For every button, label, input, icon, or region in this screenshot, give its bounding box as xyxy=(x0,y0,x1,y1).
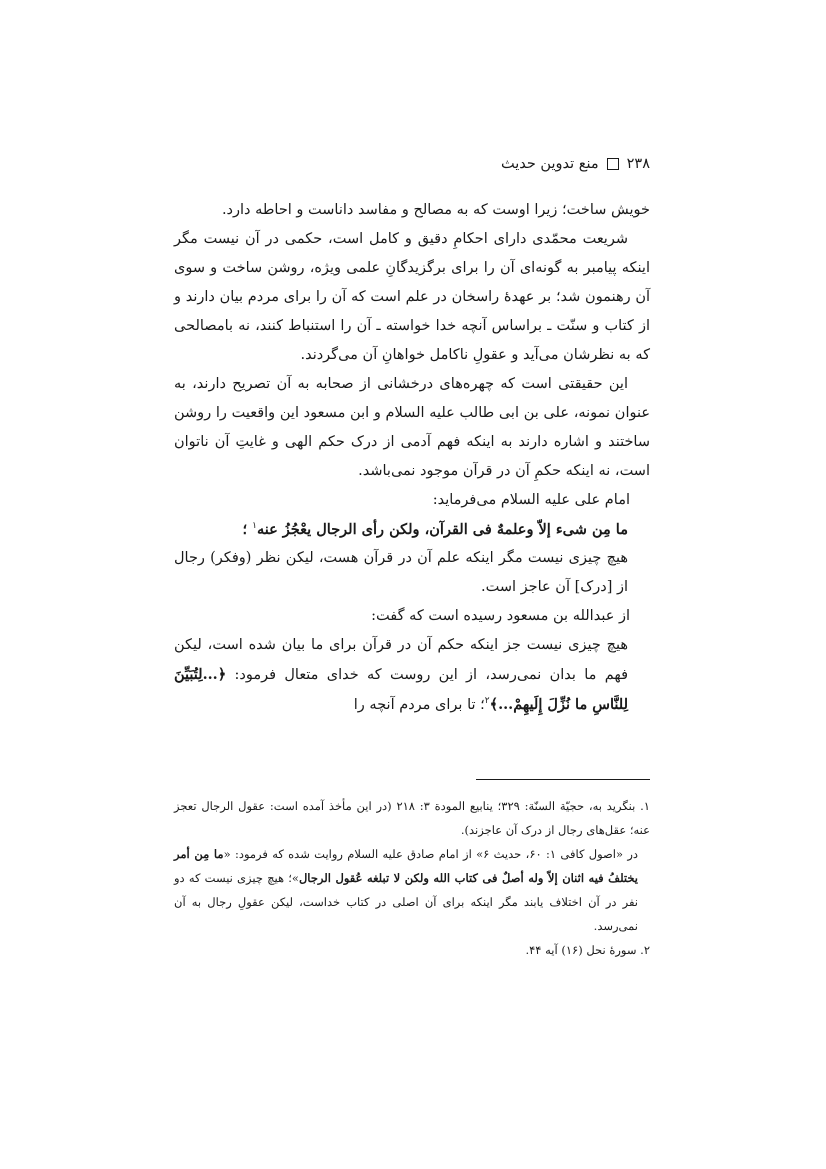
ibn-masud-intro: از عبدالله بن مسعود رسیده است که گفت: xyxy=(371,608,630,624)
footnote-1-continued xyxy=(174,842,650,938)
footnote-1-cont-end: »؛ هیچ چیزی نیست که دو نفر در آن اختلاف یابند مگر اینکه برای آن اصلی در کتاب خداست، لیکن عقولِ رجال به آن نمی‌رسد. xyxy=(174,871,638,933)
footnote-ref-2[interactable]: ۲ xyxy=(484,696,490,707)
main-text xyxy=(174,196,650,720)
paragraph-shariah: شریعت محمّدی دارای احکامِ دقیق و کامل است، حکمی در آن نیست مگر اینکه پیامبر به گونه‌ای آن را برای برگزیدگانِ علمی ویژه، روشن ساخت و سوی آن رهنمون شد؛ بر عهدهٔ راسخان در علم است که آن را برای مردم بیان دارند و از کتاب و سنّت ـ براساس آنچه خدا خواسته ـ آن را استنباط کنند، نه بامصالحی که به نظرشان می‌آید و عقولِ ناکامل خواهانِ آن می‌گردند. xyxy=(174,231,650,363)
footnote-divider xyxy=(476,779,650,780)
quote-ibn-masud xyxy=(174,631,650,720)
footnote-2: ۲. سورهٔ نحل (۱۶) آیه ۴۴. xyxy=(525,943,650,957)
quote-ali-arabic-text: ما مِن شیء إلاّ وعلمهٌ فی القرآن، ولکن رأی الرجال یعْجُزُ عنه xyxy=(256,521,628,538)
paragraph-continued: خویش ساخت؛ زیرا اوست که به مصالح و مفاسد داناست و احاطه دارد. xyxy=(221,202,650,218)
quote-ibn-masud-text: هیچ چیزی نیست جز اینکه حکم آن در قرآن برای ما بیان شده است، لیکن فهم ما بدان نمی‌رسد، از این روست که خدای متعال فرمود: xyxy=(174,637,628,683)
quote-ali-arabic xyxy=(174,515,650,544)
footnotes xyxy=(174,794,650,962)
running-title: منع تدوین حدیث xyxy=(500,156,599,172)
quote-ali-arabic-end: ؛ xyxy=(242,521,248,538)
footnote-1: ۱. بنگرید به، حجیّة السنّة: ۳۲۹؛ ینابیع المودة ۳: ۲۱۸ (در این مأخذ آمده است: عقول الرجال تعجز عنه؛ عقل‌های رجال از درک آن عاجزند). xyxy=(174,799,650,837)
quran-verse: ﴿...لِتُبَیِّنَ لِلنَّاسِ ما نُزِّلَ إِلَیهِمْ...﴾ xyxy=(174,666,628,713)
running-header xyxy=(501,156,650,172)
page-number: ۲۳۸ xyxy=(626,156,650,172)
quote-ibn-masud-end: ؛ تا برای مردم آنچه را xyxy=(353,697,485,713)
square-ornament-icon xyxy=(607,158,619,170)
quote-ali-translation: هیچ چیزی نیست مگر اینکه علم آن در قرآن هست، لیکن نظر (وفکر) رجال از [درک] آن عاجز است. xyxy=(174,550,628,595)
footnote-1-hadith: ما مِن أمر یختلفُ فیه اثنان إلاّ وله أصلٌ فی کتاب الله ولکن لا تبلغه عُقول الرجال xyxy=(174,847,638,885)
footnote-ref-1[interactable]: ۱ xyxy=(252,521,257,532)
footnote-1-cont-start: در «اصول کافی ۱: ۶۰، حدیث ۶» از امام صادق علیه السلام روایت شده که فرمود: « xyxy=(223,847,639,861)
imam-ali-intro: امام علی علیه السلام می‌فرماید: xyxy=(432,492,630,508)
paragraph-companions: این حقیقتی است که چهره‌های درخشانی از صحابه به آن تصریح دارند، به عنوان نمونه، علی بن ابی طالب علیه السلام و ابن مسعود این واقعیت را روشن ساختند و اشاره دارند به اینکه فهم آدمی از درک حکم الهی و غایتِ آن ناتوان است، نه اینکه حکمِ آن در قرآن موجود نمی‌باشد. xyxy=(174,376,650,479)
